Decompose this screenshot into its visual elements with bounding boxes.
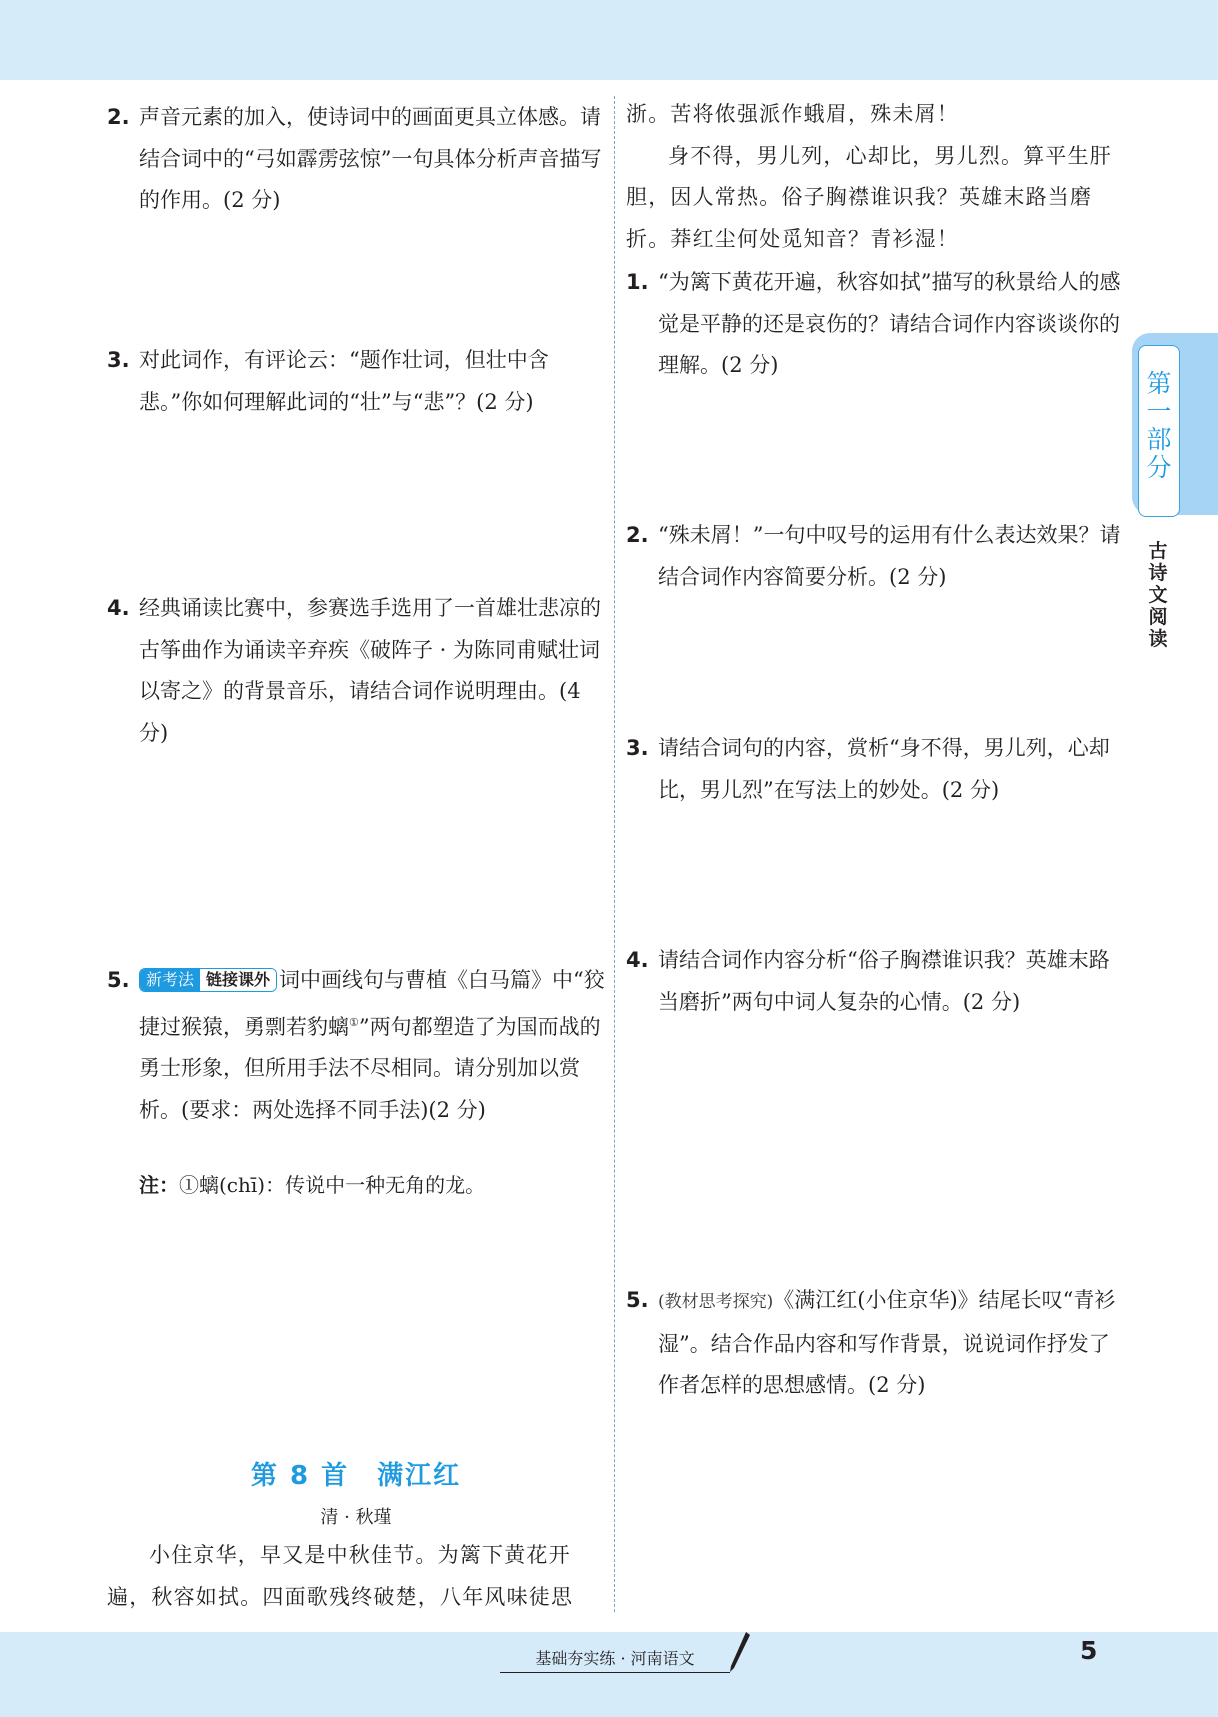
side-tab-char: 第 [1146,369,1172,398]
side-section-char: 古 [1148,540,1168,562]
left-question-4 [107,588,605,754]
question-text [139,960,605,1131]
side-tab-char: 部 [1146,425,1172,454]
question-number: 3. [107,348,130,372]
poem-author: 清 · 秋瑾 [320,1507,392,1528]
question-number: 1. [626,270,649,294]
side-tab-char: 一 [1146,397,1172,426]
footnote-label: 注： [139,1173,179,1197]
footer-title: 基础夯实练 · 河南语文 [535,1649,695,1668]
poem-paragraph-2: 身不得，男儿列，心却比，男儿烈。算平生肝胆，因人常热。俗子胸襟谁识我？英雄末路当磨折。莽红尘何处觅知音？青衫湿！ [626,143,1112,251]
footer-underline [500,1672,730,1673]
right-question-4 [626,940,1122,1023]
question-text: 声音元素的加入，使诗词中的画面更具立体感。请结合词中的“弓如霹雳弦惊”一句具体分析声音描写的作用。(2 分) [139,105,602,212]
side-section-char: 诗 [1148,562,1168,584]
poem-title: 第 8 首 满江红 [250,1461,462,1491]
side-section-char: 阅 [1148,606,1168,628]
question-text-main: 《满江红(小住京华)》结尾长叹“青衫湿”。结合作品内容和写作背景，说说词作抒发了作者怎样的思想感情。(2 分) [658,1288,1116,1397]
question-number: 5. [107,968,130,992]
question-number: 5. [626,1288,649,1312]
right-question-5 [626,1280,1122,1407]
question-number: 2. [626,523,649,547]
poem-paragraph-1: 小住京华，早又是中秋佳节。为篱下黄花开遍，秋容如拭。四面歌残终破楚，八年风味徒思 [107,1543,574,1609]
question-text: 对此词作，有评论云：“题作壮词，但壮中含悲。”你如何理解此词的“壮”与“悲”？(2 分) [139,348,549,414]
footnote-text: ①螭(chī)：传说中一种无角的龙。 [179,1173,486,1197]
column-divider [614,96,615,1612]
new-method-tag [139,968,277,992]
question-number: 3. [626,736,649,760]
left-question-3 [107,340,605,423]
side-section-char: 读 [1148,628,1168,650]
question-number: 4. [626,948,649,972]
question-prefix: (教材思考探究) [658,1292,774,1312]
footnote-marker: ① [349,1015,359,1029]
poem-paragraph-1-cont: 浙。苦将侬强派作蛾眉，殊未屑！ [626,102,959,126]
right-question-1 [626,262,1122,387]
question-text-a: 词中画线句与曹植《白马篇》中“狡捷过猴猿，勇剽若豹螭 [139,968,605,1039]
question-text: “为篱下黄花开遍，秋容如拭”描写的秋景给人的感觉是平静的还是哀伤的？请结合词作内容谈谈你的理解。(2 分) [658,270,1121,377]
side-tab-char: 分 [1146,453,1172,482]
tag-link-extracurricular: 链接课外 [200,969,276,991]
question-text: 请结合词作内容分析“俗子胸襟谁识我？英雄末路当磨折”两句中词人复杂的心情。(2 分) [658,948,1110,1014]
tag-new-method: 新考法 [140,969,200,991]
question-text: 请结合词句的内容，赏析“身不得，男儿列，心却比，男儿烈”在写法上的妙处。(2 分) [658,736,1110,802]
left-question-2 [107,97,605,222]
right-question-3 [626,728,1122,811]
top-band [0,0,1218,80]
left-question-5 [107,960,605,1131]
side-tab-part [1138,370,1180,482]
right-question-2 [626,515,1122,598]
question-number: 2. [107,105,130,129]
pen-icon [726,1630,752,1674]
side-tab-section [1144,540,1172,650]
footnote [139,1165,485,1205]
question-text [658,1280,1122,1407]
poem-text-left [107,1535,605,1618]
question-text-b: ”两句都塑造了为国而战的勇士形象，但所用手法不尽相同。请分别加以赏析。(要求：两处选择不同手法)(2 分) [139,1014,601,1122]
question-text: “殊未屑！”一句中叹号的运用有什么表达效果？请结合词作内容简要分析。(2 分) [658,523,1121,589]
page-number: 5 [1080,1636,1098,1665]
bottom-band [0,1632,1218,1717]
side-section-char: 文 [1148,584,1168,606]
question-number: 4. [107,596,130,620]
question-text: 经典诵读比赛中，参赛选手选用了一首雄壮悲凉的古筝曲作为诵读辛弃疾《破阵子 · 为陈同甫赋壮词以寄之》的背景音乐，请结合词作说明理由。(4 分) [139,596,601,745]
poem-text-right [626,94,1124,260]
